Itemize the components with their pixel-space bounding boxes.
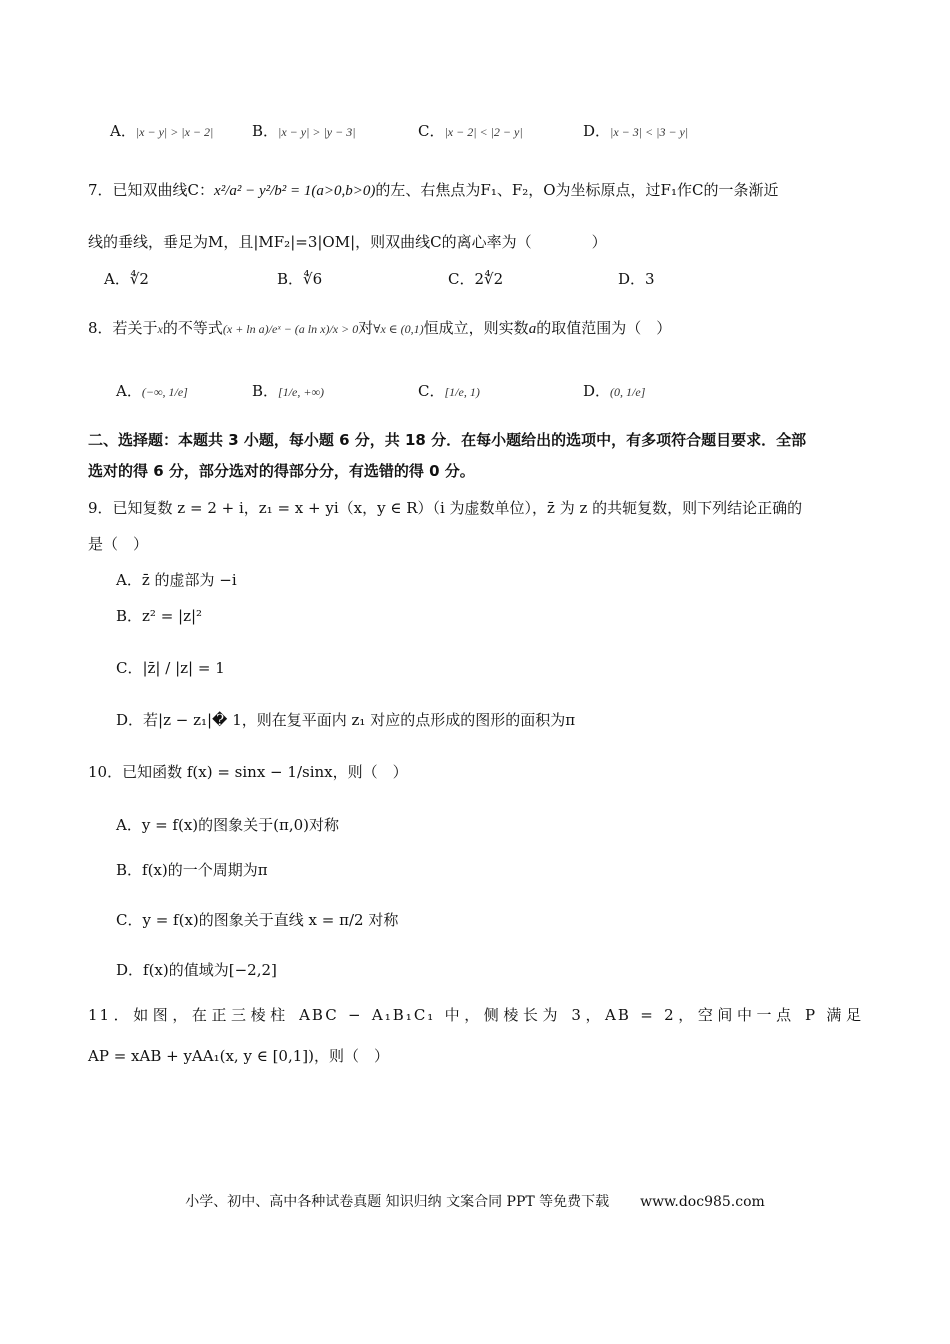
q6-option-c: C．|x − 2| < |2 − y| xyxy=(418,122,523,140)
q8-option-b: B．[1/e, +∞) xyxy=(252,382,325,400)
q7-option-a: A．∜2 xyxy=(104,270,149,288)
q7-option-b: B．∜6 xyxy=(277,270,323,288)
footer-text: 小学、初中、高中各种试卷真题 知识归纳 文案合同 PPT 等免费下载 xyxy=(185,1194,610,1210)
q7-option-c: C．2∜2 xyxy=(448,270,504,288)
section2-heading-line1: 二、选择题：本题共 3 小题，每小题 6 分，共 18 分．在每小题给出的选项中，有多项符合题目要求．全部 xyxy=(88,431,807,449)
q9-option-a: A．z̄ 的虚部为 −i xyxy=(116,571,237,589)
q10-stem: 10．已知函数 f(x) = sinx − 1/sinx，则（ ） xyxy=(88,763,408,781)
q9-stem-line1: 9．已知复数 z = 2 + i，z₁ = x + yi（x，y ∈ R）（i 为虚数单位），z̄ 为 z 的共轭复数，则下列结论正确的 xyxy=(88,499,803,517)
q10-option-b: B．f(x)的一个周期为π xyxy=(116,861,268,879)
footer-link[interactable]: www.doc985.com xyxy=(640,1194,765,1210)
q8-option-c: C．[1/e, 1) xyxy=(418,382,480,400)
q11-stem-line2: AP = xAB + yAA₁(x, y ∈ [0,1])，则（ ） xyxy=(88,1047,389,1065)
q11-stem-line1: 11．如图，在正三棱柱 ABC − A₁B₁C₁ 中，侧棱长为 3，AB = 2，空间中一点 P 满足 xyxy=(88,1006,863,1024)
q10-option-a: A．y = f(x)的图象关于(π,0)对称 xyxy=(116,816,340,834)
q8-option-a: A．(−∞, 1/e] xyxy=(116,382,188,400)
q9-option-c: C．|z̄| / |z| = 1 xyxy=(116,659,225,677)
q7-option-d: D．3 xyxy=(618,270,655,288)
q9-option-b: B．z² = |z|² xyxy=(116,607,203,625)
q9-stem-line2: 是（ ） xyxy=(88,535,149,553)
q7-stem-line1: 7．已知双曲线C：x²/a² − y²/b² = 1(a>0,b>0)的左、右焦点为F₁、F₂，O为坐标原点，过F₁作C的一条渐近 xyxy=(88,181,779,199)
q6-option-a: A．|x − y| > |x − 2| xyxy=(110,122,214,140)
q9-option-d: D．若|z − z₁|� 1，则在复平面内 z₁ 对应的点形成的图形的面积为π xyxy=(116,711,576,729)
q8-option-d: D．(0, 1/e] xyxy=(583,382,646,400)
q8-stem: 8．若关于x的不等式(x + ln a)/eˣ − (a ln x)/x > 0对∀x ∈ (0,1)恒成立，则实数a的取值范围为（ ） xyxy=(88,319,672,337)
q10-option-d: D．f(x)的值域为[−2,2] xyxy=(116,961,277,979)
q6-option-b: B．|x − y| > |y − 3| xyxy=(252,122,356,140)
q7-stem-line2: 线的垂线，垂足为M，且|MF₂|=3|OM|，则双曲线C的离心率为（ ） xyxy=(88,233,607,251)
q6-option-d: D．|x − 3| < |3 − y| xyxy=(583,122,689,140)
section2-heading-line2: 选对的得 6 分，部分选对的得部分分，有选错的得 0 分。 xyxy=(88,462,475,480)
q10-option-c: C．y = f(x)的图象关于直线 x = π/2 对称 xyxy=(116,911,399,929)
page-footer xyxy=(0,1191,950,1211)
